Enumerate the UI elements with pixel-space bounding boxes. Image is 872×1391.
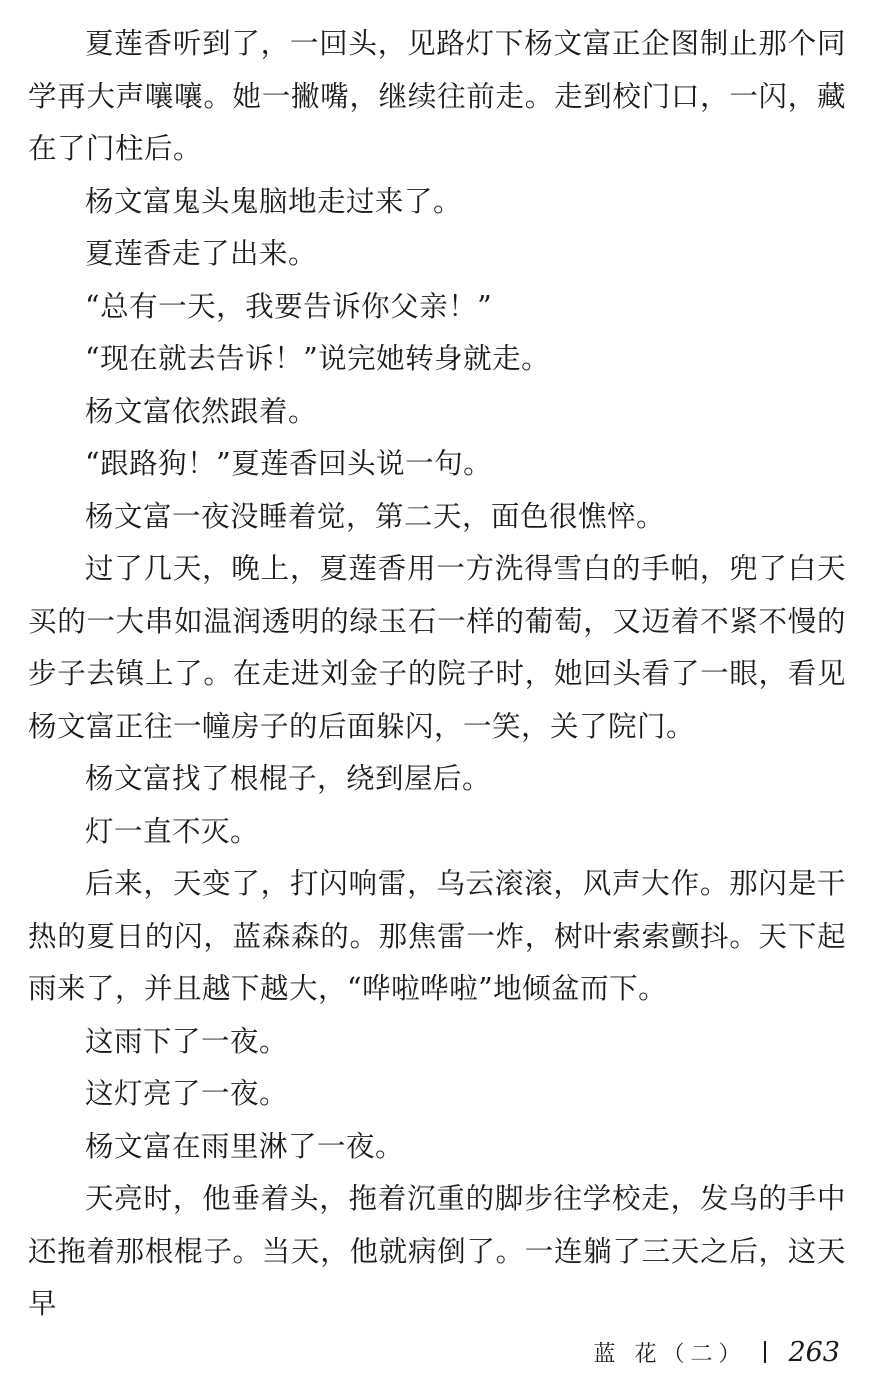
paragraph: 杨文富在雨里淋了一夜。 xyxy=(85,1129,405,1163)
page-body xyxy=(28,18,846,1331)
paragraph: 这雨下了一夜。 xyxy=(85,1024,289,1058)
paragraph: “跟路狗！”夏莲香回头说一句。 xyxy=(85,447,493,480)
paragraph: 夏莲香走了出来。 xyxy=(85,237,318,270)
running-title: 蓝 花（二） xyxy=(593,1341,747,1367)
paragraph: 这灯亮了一夜。 xyxy=(85,1077,289,1110)
paragraph: 杨文富依然跟着。 xyxy=(85,394,318,428)
paragraph: 夏莲香听到了，一回头，见路灯下杨文富正企图制止那个同学再大声嚷嚷。她一撇嘴，继续往前走。走到校门口，一闪，藏在了门柱后。 xyxy=(28,27,846,165)
page-number: 263 xyxy=(788,1336,840,1368)
paragraph: “总有一天，我要告诉你父亲！” xyxy=(85,289,493,323)
paragraph: 后来，天变了，打闪响雷，乌云滚滚，风声大作。那闪是干热的夏日的闪，蓝森森的。那焦雷一炸，树叶索索颤抖。天下起雨来了，并且越下越大，“哗啦哗啦”地倾盆而下。 xyxy=(28,867,846,1005)
footer-divider xyxy=(764,1341,766,1363)
paragraph: 灯一直不灭。 xyxy=(85,814,260,848)
paragraph: “现在就去告诉！”说完她转身就走。 xyxy=(85,342,551,375)
paragraph: 杨文富找了根棍子，绕到屋后。 xyxy=(85,762,492,795)
paragraph: 杨文富鬼头鬼脑地走过来了。 xyxy=(85,184,463,218)
paragraph: 过了几天，晚上，夏莲香用一方洗得雪白的手帕，兜了白天买的一大串如温润透明的绿玉石一样的葡萄，又迈着不紧不慢的步子去镇上了。在走进刘金子的院子时，她回头看了一眼，看见杨文富正往一幢房子的后面躲闪，一笑，关了院门。 xyxy=(28,552,846,743)
paragraph: 杨文富一夜没睡着觉，第二天，面色很憔悴。 xyxy=(85,499,666,533)
page-footer xyxy=(593,1332,840,1372)
paragraph: 天亮时，他垂着头，拖着沉重的脚步往学校走，发乌的手中还拖着那根棍子。当天，他就病倒了。一连躺了三天之后，这天早 xyxy=(28,1182,846,1320)
